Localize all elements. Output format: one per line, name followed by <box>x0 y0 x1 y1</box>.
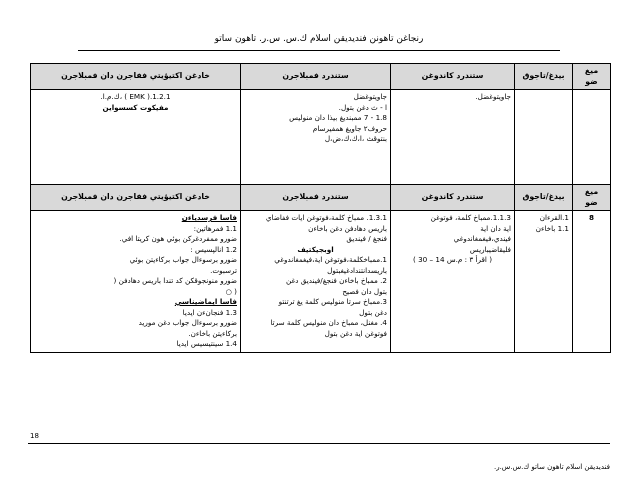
learning-standard-line: بتول دان فصيح <box>342 286 387 296</box>
content-standard-line: 1.1.3.ممباخ كلمة، فوتوغن <box>430 213 511 222</box>
learning-standard-line: فوتوغن اية دغن بتول <box>324 328 387 338</box>
learning-standard-line: 2. ممباخ باخاءن فنجغ/فينديق دغن <box>286 276 387 285</box>
header-topic: بيدغ/تاجوق <box>515 185 573 211</box>
header-topic: بيدغ/تاجوق <box>515 64 573 90</box>
activity-line: 1.1 فمرهاتين: <box>193 223 237 233</box>
activity-phase-heading: فاسا ايماضيناسي <box>174 297 237 306</box>
learning-standard-line: فنجغ / فينديق <box>346 234 387 243</box>
footer-divider <box>28 443 610 444</box>
header-week: ميغ ضو <box>573 64 611 90</box>
activity-line: مفيكوت كسسواين <box>102 102 169 112</box>
title-divider <box>78 50 560 51</box>
footer-note: فنديديقن اسلام تاهون ساتو ك.س.س.ر. <box>493 463 610 471</box>
page-title: رنجاغن تاهونن فنديديقن اسلام ك.س. س.ر. تاهون ساتو <box>214 34 424 44</box>
cell-learning-standard <box>241 211 391 353</box>
table-row <box>31 211 611 353</box>
activity-line: بركاءيتن باخاءن. <box>188 328 237 338</box>
activity-line: ( ○ <box>225 286 237 296</box>
activity-line: ضورو برسوءال جواب دغن موريد <box>138 318 237 327</box>
activity-line: ضورو برسوءال جواب بركاءيتن بوئي <box>129 255 237 264</box>
learning-standard-line: 3.ممباخ سرتا منوليس كلمة يغ ترتنتو <box>278 297 387 306</box>
header-learning-standard: ستندرد فمبلاجرن <box>241 64 391 90</box>
header-learning-standard: ستندرد فمبلاجرن <box>241 185 391 211</box>
cell-topic <box>515 90 573 185</box>
page-number: 18 <box>30 432 39 440</box>
cell-activities <box>31 90 241 185</box>
table-row <box>31 90 611 185</box>
header-week: ميغ ضو <box>573 185 611 211</box>
content-standard-line: فيندي،فيغمغاندوغي <box>453 234 511 243</box>
learning-standard-line: باريسدانتندادغيغبتول <box>327 265 387 275</box>
activity-line: ضورو منونجوقكن كد تندا باريس دهادفن ( <box>113 276 237 285</box>
header-content-standard: ستندرد كاندوغن <box>391 64 515 90</box>
activity-line: 1.2 انالپسيس : <box>190 244 237 254</box>
learning-standard-line: جاويتوغضل <box>353 92 387 101</box>
learning-standard-line: ا - ث دغن بتول. <box>338 102 387 112</box>
cell-topic <box>515 211 573 353</box>
cell-content-standard <box>391 211 515 353</box>
content-standard-line: اية دان اية <box>480 223 511 233</box>
topic-line: 1.1 باخاءن <box>535 223 569 233</box>
learning-standard-line: 1.ممباخكلمة،فوتوغن اية،فيغمغاندوغي <box>274 255 387 264</box>
header-activities: خادغن اكتيؤيتي ففاجرن دان فمبلاجرن <box>31 64 241 90</box>
objective-heading: اوبجيكتيف <box>297 244 334 254</box>
activity-line: 1.2.1.( EMK ) ،ك.م.ا. <box>100 92 171 101</box>
lesson-plan-table <box>30 63 611 353</box>
learning-standard-line: دغن بتول <box>359 307 387 317</box>
cell-content-standard <box>391 90 515 185</box>
activity-line: ترسبوت. <box>210 265 237 275</box>
cell-learning-standard <box>241 90 391 185</box>
content-standard-line: ( اقرأ ٣ : م.س 14 – 30 ) <box>412 255 493 264</box>
cell-week: 8 <box>573 211 611 353</box>
cell-activities <box>31 211 241 353</box>
cell-week <box>573 90 611 185</box>
header-row-1 <box>31 64 611 90</box>
header-activities: خادغن اكتيؤيتي ففاجرن دان فمبلاجرن <box>31 185 241 211</box>
learning-standard-line: 1.8 - 7 ممبنديغ بيذا دان منوليس <box>289 113 387 122</box>
content-standard-line: فليقاضيباريس <box>469 244 511 254</box>
learning-standard-line: 1.3.1. ممباخ كلمة،فوتوغن ايات ففاضاي <box>265 213 387 222</box>
topic-line: 1.القرءان <box>539 213 569 222</box>
activity-phase-heading: فاسا فرسدياءن <box>181 213 237 222</box>
activity-line: ضورو ممفردغركن بوئي هون كريتا افي. <box>119 234 237 243</box>
learning-standard-line: حروف٢ جاويغ همفيرسام <box>312 123 387 133</box>
activity-line: 1.4 سينتيسيس ايديا <box>176 339 237 348</box>
learning-standard-line: بنتوقث ،ا،ك،ك،ض،ل <box>324 134 387 143</box>
learning-standard-line: 4. مغنل، ممباخ دان منوليس كلمة سرتا <box>270 318 387 327</box>
header-row-2 <box>31 185 611 211</box>
activity-line: 1.3 فنجانءن ايديا <box>182 307 237 317</box>
learning-standard-line: باريس دهادفن دغن باخاءن <box>308 223 387 233</box>
content-standard-text: جاويتوغضل. <box>475 92 511 101</box>
header-content-standard: ستندرد كاندوغن <box>391 185 515 211</box>
